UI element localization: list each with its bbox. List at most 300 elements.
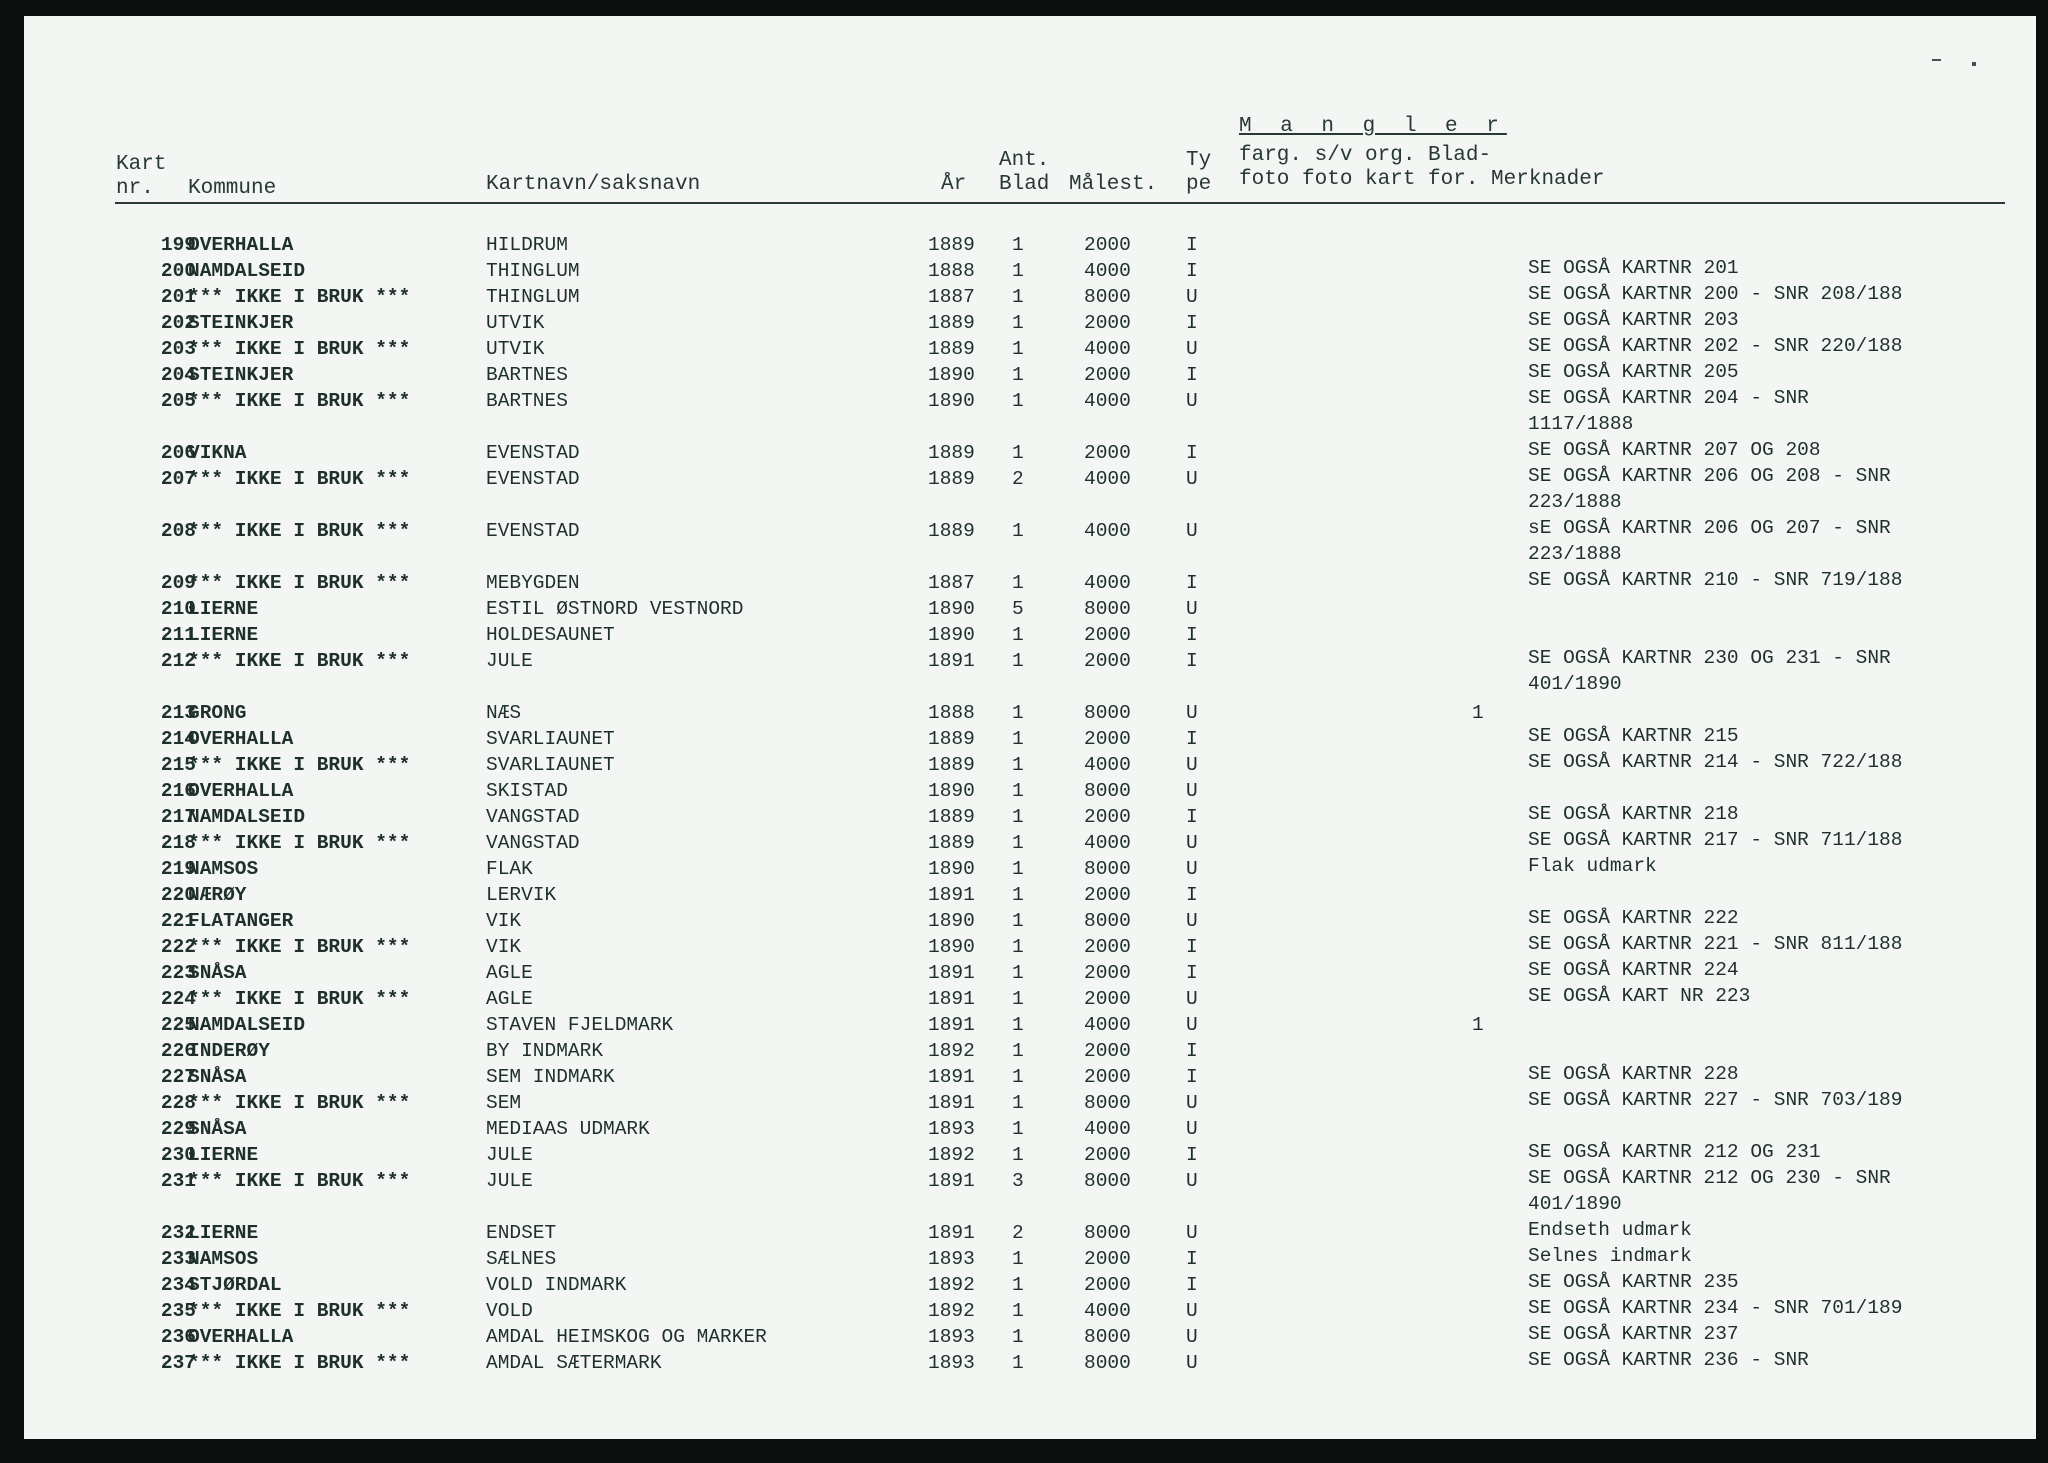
- cell-malest: 2000: [1084, 1144, 1131, 1166]
- cell-kartnavn: VOLD: [486, 1300, 533, 1322]
- cell-malest: 4000: [1084, 260, 1131, 282]
- cell-malest: 2000: [1084, 364, 1131, 386]
- cell-kommune: GRONG: [188, 702, 247, 724]
- cell-nr: 234: [160, 1274, 196, 1296]
- cell-kommune: OVERHALLA: [188, 728, 294, 750]
- cell-kartnavn: JULE: [486, 1144, 533, 1166]
- cell-kartnavn: EVENSTAD: [486, 442, 580, 464]
- cell-type: I: [1186, 728, 1198, 750]
- cell-malest: 8000: [1084, 286, 1131, 308]
- cell-kommune: *** IKKE I BRUK ***: [188, 1352, 411, 1374]
- cell-blad: 1: [1012, 572, 1024, 594]
- cell-blad: 1: [1012, 1092, 1024, 1114]
- cell-aar: 1888: [928, 260, 975, 282]
- cell-type: U: [1186, 988, 1198, 1010]
- cell-merknad: SE OGSÅ KARTNR 202 - SNR 220/188: [1528, 335, 1903, 357]
- cell-type: I: [1186, 1144, 1198, 1166]
- cell-kommune: NAMSOS: [188, 1248, 259, 1270]
- cell-merknad: SE OGSÅ KARTNR 215: [1528, 725, 1739, 747]
- cell-malest: 8000: [1084, 1352, 1131, 1374]
- cell-kartnavn: AGLE: [486, 962, 533, 984]
- cell-mangler: 1: [1472, 1014, 1484, 1036]
- cell-type: U: [1186, 286, 1198, 308]
- cell-merknad: SE OGSÅ KARTNR 201: [1528, 257, 1739, 279]
- cell-nr: 229: [160, 1118, 196, 1140]
- cell-blad: 1: [1012, 884, 1024, 906]
- cell-merknad: SE OGSÅ KARTNR 222: [1528, 907, 1739, 929]
- cell-kommune: *** IKKE I BRUK ***: [188, 390, 411, 412]
- cell-malest: 2000: [1084, 312, 1131, 334]
- header-aar: År: [941, 173, 967, 196]
- cell-kommune: NAMDALSEID: [188, 806, 306, 828]
- cell-nr: 202: [160, 312, 196, 334]
- cell-kommune: *** IKKE I BRUK ***: [188, 1300, 411, 1322]
- cell-blad: 1: [1012, 234, 1024, 256]
- cell-malest: 4000: [1084, 468, 1131, 490]
- header-kart: Kart: [116, 153, 167, 176]
- cell-blad: 1: [1012, 442, 1024, 464]
- cell-type: I: [1186, 442, 1198, 464]
- cell-kommune: *** IKKE I BRUK ***: [188, 988, 411, 1010]
- cell-aar: 1893: [928, 1326, 975, 1348]
- cell-malest: 2000: [1084, 806, 1131, 828]
- cell-nr: 205: [160, 390, 196, 412]
- cell-nr: 230: [160, 1144, 196, 1166]
- cell-nr: 233: [160, 1248, 196, 1270]
- cell-malest: 8000: [1084, 1222, 1131, 1244]
- cell-merknad: SE OGSÅ KARTNR 200 - SNR 208/188: [1528, 283, 1903, 305]
- cell-kommune: OVERHALLA: [188, 1326, 294, 1348]
- cell-merknad: Endseth udmark: [1528, 1219, 1692, 1241]
- cell-blad: 1: [1012, 910, 1024, 932]
- cell-kartnavn: MEDIAAS UDMARK: [486, 1118, 650, 1140]
- cell-blad: 2: [1012, 1222, 1024, 1244]
- cell-kartnavn: BARTNES: [486, 364, 568, 386]
- cell-blad: 1: [1012, 1040, 1024, 1062]
- cell-nr: 226: [160, 1040, 196, 1062]
- cell-nr: 218: [160, 832, 196, 854]
- cell-malest: 2000: [1084, 1248, 1131, 1270]
- cell-merknad: Selnes indmark: [1528, 1245, 1692, 1267]
- cell-malest: 2000: [1084, 234, 1131, 256]
- cell-type: U: [1186, 520, 1198, 542]
- cell-kommune: LIERNE: [188, 624, 259, 646]
- cell-type: I: [1186, 806, 1198, 828]
- cell-kartnavn: THINGLUM: [486, 286, 580, 308]
- cell-aar: 1887: [928, 286, 975, 308]
- cell-merknad: SE OGSÅ KARTNR 237: [1528, 1323, 1739, 1345]
- cell-kartnavn: AMDAL HEIMSKOG OG MARKER: [486, 1326, 767, 1348]
- cell-kartnavn: MEBYGDEN: [486, 572, 580, 594]
- cell-blad: 1: [1012, 364, 1024, 386]
- cell-merknad: SE OGSÅ KARTNR 204 - SNR: [1528, 387, 1809, 409]
- cell-kartnavn: VOLD INDMARK: [486, 1274, 627, 1296]
- cell-aar: 1890: [928, 910, 975, 932]
- cell-aar: 1890: [928, 364, 975, 386]
- cell-nr: 225: [160, 1014, 196, 1036]
- cell-nr: 216: [160, 780, 196, 802]
- cell-type: U: [1186, 1222, 1198, 1244]
- cell-kartnavn: LERVIK: [486, 884, 557, 906]
- cell-type: I: [1186, 364, 1198, 386]
- cell-malest: 4000: [1084, 832, 1131, 854]
- cell-type: I: [1186, 234, 1198, 256]
- cell-aar: 1891: [928, 1092, 975, 1114]
- header-pe: pe: [1186, 173, 1212, 196]
- cell-blad: 1: [1012, 650, 1024, 672]
- cell-type: U: [1186, 1118, 1198, 1140]
- cell-aar: 1890: [928, 624, 975, 646]
- cell-blad: 1: [1012, 1144, 1024, 1166]
- cell-blad: 1: [1012, 988, 1024, 1010]
- cell-merknad: 223/1888: [1528, 543, 1622, 565]
- cell-malest: 4000: [1084, 338, 1131, 360]
- cell-merknad: SE OGSÅ KARTNR 234 - SNR 701/189: [1528, 1297, 1903, 1319]
- cell-nr: 206: [160, 442, 196, 464]
- cell-type: I: [1186, 936, 1198, 958]
- cell-malest: 2000: [1084, 442, 1131, 464]
- cell-kommune: SNÅSA: [188, 1066, 247, 1088]
- cell-aar: 1891: [928, 1170, 975, 1192]
- cell-kartnavn: VANGSTAD: [486, 832, 580, 854]
- cell-blad: 1: [1012, 312, 1024, 334]
- cell-kommune: VIKNA: [188, 442, 247, 464]
- cell-kartnavn: SKISTAD: [486, 780, 568, 802]
- cell-aar: 1891: [928, 1014, 975, 1036]
- cell-aar: 1887: [928, 572, 975, 594]
- cell-aar: 1893: [928, 1352, 975, 1374]
- cell-kartnavn: BARTNES: [486, 390, 568, 412]
- cell-malest: 8000: [1084, 1170, 1131, 1192]
- cell-nr: 236: [160, 1326, 196, 1348]
- cell-aar: 1889: [928, 520, 975, 542]
- cell-kartnavn: SÆLNES: [486, 1248, 557, 1270]
- cell-kartnavn: HOLDESAUNET: [486, 624, 615, 646]
- cell-blad: 1: [1012, 1300, 1024, 1322]
- cell-kartnavn: HILDRUM: [486, 234, 568, 256]
- cell-blad: 1: [1012, 936, 1024, 958]
- cell-merknad: SE OGSÅ KARTNR 205: [1528, 361, 1739, 383]
- cell-kommune: *** IKKE I BRUK ***: [188, 338, 411, 360]
- cell-type: I: [1186, 572, 1198, 594]
- cell-kommune: NAMDALSEID: [188, 1014, 306, 1036]
- cell-kartnavn: BY INDMARK: [486, 1040, 604, 1062]
- cell-type: U: [1186, 338, 1198, 360]
- cell-kartnavn: THINGLUM: [486, 260, 580, 282]
- cell-merknad: SE OGSÅ KARTNR 217 - SNR 711/188: [1528, 829, 1903, 851]
- cell-type: I: [1186, 962, 1198, 984]
- cell-type: U: [1186, 858, 1198, 880]
- cell-kartnavn: NÆS: [486, 702, 522, 724]
- cell-kommune: *** IKKE I BRUK ***: [188, 650, 411, 672]
- cell-kommune: OVERHALLA: [188, 234, 294, 256]
- cell-type: U: [1186, 468, 1198, 490]
- cell-malest: 4000: [1084, 1118, 1131, 1140]
- cell-aar: 1889: [928, 338, 975, 360]
- cell-type: U: [1186, 1352, 1198, 1374]
- cell-blad: 1: [1012, 338, 1024, 360]
- cell-kommune: *** IKKE I BRUK ***: [188, 468, 411, 490]
- cell-aar: 1889: [928, 234, 975, 256]
- cell-aar: 1893: [928, 1248, 975, 1270]
- cell-kartnavn: UTVIK: [486, 312, 545, 334]
- cell-blad: 5: [1012, 598, 1024, 620]
- cell-aar: 1889: [928, 728, 975, 750]
- cell-merknad: SE OGSÅ KARTNR 224: [1528, 959, 1739, 981]
- cell-aar: 1891: [928, 1066, 975, 1088]
- cell-type: U: [1186, 1014, 1198, 1036]
- cell-nr: 200: [160, 260, 196, 282]
- cell-aar: 1891: [928, 884, 975, 906]
- cell-kommune: SNÅSA: [188, 962, 247, 984]
- cell-malest: 2000: [1084, 1274, 1131, 1296]
- cell-kommune: INDERØY: [188, 1040, 270, 1062]
- cell-nr: 237: [160, 1352, 196, 1374]
- cell-merknad: SE OGSÅ KARTNR 221 - SNR 811/188: [1528, 933, 1903, 955]
- header-ant: Ant.: [999, 149, 1050, 172]
- cell-aar: 1891: [928, 1222, 975, 1244]
- cell-nr: 215: [160, 754, 196, 776]
- cell-type: U: [1186, 1300, 1198, 1322]
- cell-kommune: STEINKJER: [188, 364, 294, 386]
- cell-blad: 3: [1012, 1170, 1024, 1192]
- cell-kommune: STEINKJER: [188, 312, 294, 334]
- cell-malest: 2000: [1084, 1066, 1131, 1088]
- cell-kartnavn: ENDSET: [486, 1222, 557, 1244]
- cell-nr: 227: [160, 1066, 196, 1088]
- cell-blad: 1: [1012, 1066, 1024, 1088]
- cell-kartnavn: SVARLIAUNET: [486, 728, 615, 750]
- header-merknader: foto foto kart for. Merknader: [1239, 168, 1605, 191]
- cell-type: I: [1186, 624, 1198, 646]
- cell-kommune: *** IKKE I BRUK ***: [188, 1092, 411, 1114]
- cell-aar: 1891: [928, 962, 975, 984]
- cell-type: U: [1186, 598, 1198, 620]
- cell-nr: 223: [160, 962, 196, 984]
- cell-aar: 1892: [928, 1144, 975, 1166]
- cell-malest: 4000: [1084, 572, 1131, 594]
- cell-malest: 8000: [1084, 1092, 1131, 1114]
- cell-kartnavn: JULE: [486, 650, 533, 672]
- cell-merknad: SE OGSÅ KART NR 223: [1528, 985, 1751, 1007]
- cell-blad: 1: [1012, 780, 1024, 802]
- cell-malest: 4000: [1084, 754, 1131, 776]
- cell-aar: 1889: [928, 442, 975, 464]
- cell-kommune: LIERNE: [188, 1144, 259, 1166]
- cell-nr: 211: [160, 624, 196, 646]
- cell-type: U: [1186, 390, 1198, 412]
- cell-kartnavn: ESTIL ØSTNORD VESTNORD: [486, 598, 744, 620]
- cell-blad: 1: [1012, 832, 1024, 854]
- cell-malest: 8000: [1084, 858, 1131, 880]
- cell-type: U: [1186, 910, 1198, 932]
- cell-blad: 1: [1012, 1118, 1024, 1140]
- cell-merknad: sE OGSÅ KARTNR 206 OG 207 - SNR: [1528, 517, 1891, 539]
- cell-kartnavn: AMDAL SÆTERMARK: [486, 1352, 662, 1374]
- cell-malest: 8000: [1084, 780, 1131, 802]
- cell-kommune: *** IKKE I BRUK ***: [188, 286, 411, 308]
- cell-malest: 4000: [1084, 390, 1131, 412]
- cell-kommune: LIERNE: [188, 598, 259, 620]
- cell-blad: 1: [1012, 520, 1024, 542]
- cell-merknad: 1117/1888: [1528, 413, 1634, 435]
- cell-kartnavn: SEM INDMARK: [486, 1066, 615, 1088]
- cell-blad: 1: [1012, 806, 1024, 828]
- header-ty: Ty: [1186, 149, 1212, 172]
- cell-nr: 231: [160, 1170, 196, 1192]
- cell-kartnavn: UTVIK: [486, 338, 545, 360]
- cell-merknad: SE OGSÅ KARTNR 212 OG 231: [1528, 1141, 1821, 1163]
- cell-nr: 220: [160, 884, 196, 906]
- cell-nr: 219: [160, 858, 196, 880]
- cell-merknad: SE OGSÅ KARTNR 214 - SNR 722/188: [1528, 751, 1903, 773]
- cell-type: I: [1186, 884, 1198, 906]
- cell-type: U: [1186, 1092, 1198, 1114]
- cell-kartnavn: STAVEN FJELDMARK: [486, 1014, 674, 1036]
- cell-kommune: NAMSOS: [188, 858, 259, 880]
- cell-aar: 1891: [928, 988, 975, 1010]
- document-page: [24, 16, 2036, 1439]
- cell-nr: 199: [160, 234, 196, 256]
- cell-nr: 232: [160, 1222, 196, 1244]
- cell-malest: 4000: [1084, 1014, 1131, 1036]
- cell-kommune: *** IKKE I BRUK ***: [188, 754, 411, 776]
- cell-type: I: [1186, 312, 1198, 334]
- cell-blad: 1: [1012, 390, 1024, 412]
- scan-speck: [1972, 62, 1976, 66]
- cell-blad: 1: [1012, 286, 1024, 308]
- cell-aar: 1889: [928, 832, 975, 854]
- cell-malest: 2000: [1084, 988, 1131, 1010]
- cell-type: I: [1186, 1274, 1198, 1296]
- cell-aar: 1889: [928, 312, 975, 334]
- header-kommune: Kommune: [188, 177, 277, 200]
- cell-type: I: [1186, 1248, 1198, 1270]
- cell-blad: 2: [1012, 468, 1024, 490]
- cell-blad: 1: [1012, 1274, 1024, 1296]
- cell-type: I: [1186, 1040, 1198, 1062]
- cell-merknad: SE OGSÅ KARTNR 210 - SNR 719/188: [1528, 569, 1903, 591]
- cell-kommune: *** IKKE I BRUK ***: [188, 1170, 411, 1192]
- cell-type: I: [1186, 650, 1198, 672]
- cell-mangler: 1: [1472, 702, 1484, 724]
- mangler-heading: M a n g l e r: [1239, 115, 1507, 138]
- header-kartnavn: Kartnavn/saksnavn: [486, 173, 701, 196]
- cell-merknad: Flak udmark: [1528, 855, 1657, 877]
- header-mangler-columns: farg. s/v org. Blad-: [1239, 144, 1492, 167]
- cell-kartnavn: SVARLIAUNET: [486, 754, 615, 776]
- cell-malest: 2000: [1084, 962, 1131, 984]
- cell-type: I: [1186, 260, 1198, 282]
- cell-nr: 213: [160, 702, 196, 724]
- cell-aar: 1890: [928, 390, 975, 412]
- cell-aar: 1890: [928, 598, 975, 620]
- cell-blad: 1: [1012, 1352, 1024, 1374]
- scan-speck: [1932, 59, 1941, 61]
- cell-nr: 224: [160, 988, 196, 1010]
- cell-type: U: [1186, 702, 1198, 724]
- cell-nr: 209: [160, 572, 196, 594]
- cell-kommune: *** IKKE I BRUK ***: [188, 832, 411, 854]
- cell-kartnavn: VIK: [486, 910, 522, 932]
- cell-kartnavn: VANGSTAD: [486, 806, 580, 828]
- cell-kommune: SNÅSA: [188, 1118, 247, 1140]
- cell-aar: 1892: [928, 1040, 975, 1062]
- cell-type: U: [1186, 1326, 1198, 1348]
- cell-aar: 1890: [928, 936, 975, 958]
- cell-nr: 210: [160, 598, 196, 620]
- cell-kartnavn: SEM: [486, 1092, 522, 1114]
- header-malest: Målest.: [1069, 173, 1158, 196]
- cell-aar: 1891: [928, 650, 975, 672]
- cell-blad: 1: [1012, 754, 1024, 776]
- cell-merknad: SE OGSÅ KARTNR 212 OG 230 - SNR: [1528, 1167, 1891, 1189]
- cell-nr: 222: [160, 936, 196, 958]
- cell-nr: 207: [160, 468, 196, 490]
- cell-merknad: SE OGSÅ KARTNR 228: [1528, 1063, 1739, 1085]
- cell-type: I: [1186, 1066, 1198, 1088]
- cell-kartnavn: VIK: [486, 936, 522, 958]
- cell-malest: 8000: [1084, 1326, 1131, 1348]
- cell-merknad: 401/1890: [1528, 673, 1622, 695]
- cell-merknad: SE OGSÅ KARTNR 230 OG 231 - SNR: [1528, 647, 1891, 669]
- cell-nr: 201: [160, 286, 196, 308]
- cell-malest: 8000: [1084, 598, 1131, 620]
- cell-aar: 1890: [928, 780, 975, 802]
- cell-type: U: [1186, 832, 1198, 854]
- cell-nr: 203: [160, 338, 196, 360]
- cell-kartnavn: EVENSTAD: [486, 520, 580, 542]
- cell-kommune: NAMDALSEID: [188, 260, 306, 282]
- cell-kartnavn: AGLE: [486, 988, 533, 1010]
- cell-kommune: OVERHALLA: [188, 780, 294, 802]
- cell-malest: 4000: [1084, 1300, 1131, 1322]
- cell-merknad: SE OGSÅ KARTNR 207 OG 208: [1528, 439, 1821, 461]
- cell-aar: 1889: [928, 468, 975, 490]
- cell-blad: 1: [1012, 728, 1024, 750]
- cell-malest: 2000: [1084, 624, 1131, 646]
- cell-blad: 1: [1012, 702, 1024, 724]
- cell-merknad: SE OGSÅ KARTNR 236 - SNR: [1528, 1349, 1809, 1371]
- cell-malest: 2000: [1084, 650, 1131, 672]
- cell-malest: 2000: [1084, 884, 1131, 906]
- cell-aar: 1889: [928, 806, 975, 828]
- cell-aar: 1893: [928, 1118, 975, 1140]
- cell-merknad: SE OGSÅ KARTNR 203: [1528, 309, 1739, 331]
- cell-blad: 1: [1012, 624, 1024, 646]
- cell-blad: 1: [1012, 1014, 1024, 1036]
- cell-malest: 2000: [1084, 936, 1131, 958]
- cell-blad: 1: [1012, 858, 1024, 880]
- cell-aar: 1892: [928, 1300, 975, 1322]
- cell-kartnavn: FLAK: [486, 858, 533, 880]
- header-rule: [115, 202, 2005, 204]
- cell-nr: 204: [160, 364, 196, 386]
- cell-type: U: [1186, 780, 1198, 802]
- cell-nr: 212: [160, 650, 196, 672]
- cell-aar: 1892: [928, 1274, 975, 1296]
- cell-malest: 2000: [1084, 1040, 1131, 1062]
- cell-malest: 8000: [1084, 702, 1131, 724]
- cell-blad: 1: [1012, 962, 1024, 984]
- cell-kommune: *** IKKE I BRUK ***: [188, 572, 411, 594]
- cell-kommune: NÆRØY: [188, 884, 247, 906]
- cell-nr: 228: [160, 1092, 196, 1114]
- cell-kartnavn: JULE: [486, 1170, 533, 1192]
- cell-merknad: SE OGSÅ KARTNR 206 OG 208 - SNR: [1528, 465, 1891, 487]
- cell-merknad: SE OGSÅ KARTNR 218: [1528, 803, 1739, 825]
- cell-kommune: FLATANGER: [188, 910, 294, 932]
